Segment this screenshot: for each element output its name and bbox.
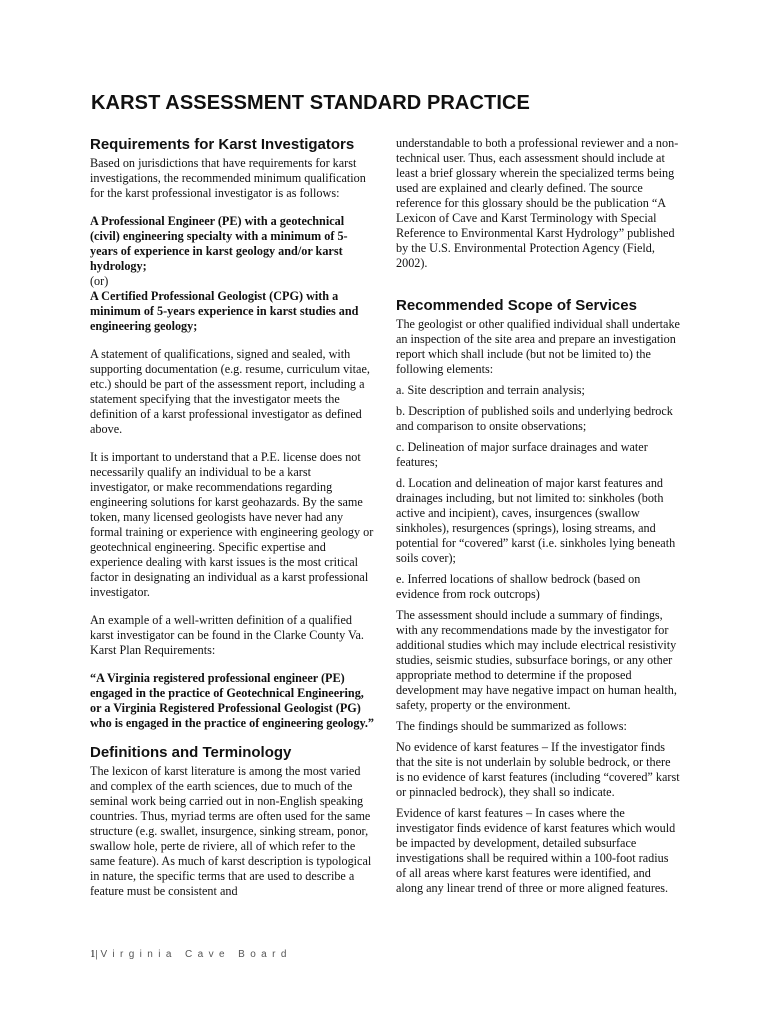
scope-heading: Recommended Scope of Services (396, 297, 637, 314)
scope-item-a: a. Site description and terrain analysis; (396, 383, 585, 397)
findings-intro: The findings should be summarized as follows: (396, 719, 627, 733)
document-title: KARST ASSESSMENT STANDARD PRACTICE (91, 92, 530, 114)
footer-organization: Virginia Cave Board (100, 949, 292, 960)
footer-separator: | (95, 948, 98, 960)
page-number: 1 (90, 948, 96, 960)
requirements-heading: Requirements for Karst Investigators (90, 136, 355, 153)
license-paragraph: It is important to understand that a P.E. license does not necessarily qualify an individual to be a karst investigator, or make recommendations regarding engineering solutions for karst geohazards. By the same token, many licensed geologists have never had any formal training or experience with engineering geology or geotechnical engineering. Specific expertise and experience dealing with karst issues is the most critical factor in designating an individual as a karst professional investigator. (90, 450, 374, 599)
definition-quote: “A Virginia registered professional engineer (PE) engaged in the practice of Geotechnical Engineering, or a Virginia Registered Professional Geologist (PG) who is engaged in the practice of engineering geology.” (90, 671, 375, 730)
right-column (396, 136, 680, 896)
or-separator: (or) (90, 274, 109, 288)
left-column (90, 136, 374, 899)
scope-item-d: d. Location and delineation of major karst features and drainages including, but not limited to: sinkholes (both active and incipient), caves, insurgences (swallow sinkholes), resurgences (springs), losing streams, and potential for “covered” karst (i.e. sinkholes lying beneath soils cover); (396, 476, 676, 565)
scope-item-e: e. Inferred locations of shallow bedrock (based on evidence from rock outcrops) (396, 572, 641, 601)
scope-intro: The geologist or other qualified individual shall undertake an inspection of the site area and prepare an investigation report which shall include (but not be limited to) the following elements: (396, 317, 680, 376)
definitions-paragraph: The lexicon of karst literature is among the most varied and complex of the earth sciences, due to much of the seminal work being carried out in non-English speaking countries. Thus, myriad terms are often used for the same structure (e.g. swallet, insurgence, sinking stream, ponor, swallow hole, perte de riviere, all of which refer to the same feature). As much of karst description is typological in nature, the specific terms that are used to describe a feature must be consistent and (90, 764, 372, 898)
cpg-requirement: A Certified Professional Geologist (CPG) with a minimum of 5-years experience in karst studies and engineering geology; (90, 289, 359, 333)
scope-item-b: b. Description of published soils and underlying bedrock and comparison to onsite observations; (396, 404, 673, 433)
definitions-heading: Definitions and Terminology (90, 744, 292, 761)
example-paragraph: An example of a well-written definition of a qualified karst investigator can be found in the Clarke County Va. Karst Plan Requirements: (90, 613, 364, 657)
definitions-continued: understandable to both a professional reviewer and a non-technical user. Thus, each assessment should include at least a brief glossary wherein the specialized terms being used are explained and clearly defined. The source reference for this glossary should be the publication “A Lexicon of Cave and Karst Terminology with Special Reference to Environmental Karst Hydrology” published by the U.S. Environmental Protection Agency (Field, 2002). (396, 136, 679, 270)
requirements-intro: Based on jurisdictions that have requirements for karst investigations, the recommended minimum qualification for the karst professional investigator is as follows: (90, 156, 366, 200)
evidence-paragraph: Evidence of karst features – In cases where the investigator finds evidence of karst features which would be impacted by development, detailed subsurface investigations shall be required within a 100-foot radius of all areas where karst features were identified, and along any linear trend of three or more aligned features. (396, 806, 676, 895)
pe-requirement: A Professional Engineer (PE) with a geotechnical (civil) engineering specialty with a minimum of 5-years of experience in karst geology and/or karst hydrology; (90, 214, 348, 273)
scope-item-c: c. Delineation of major surface drainages and water features; (396, 440, 648, 469)
page-footer (90, 948, 292, 960)
qualifications-statement: A statement of qualifications, signed and sealed, with supporting documentation (e.g. resume, curriculum vitae, etc.) should be part of the assessment report, including a statement specifying that the investigator meets the definition of a karst professional investigator as defined above. (90, 347, 370, 436)
no-evidence-paragraph: No evidence of karst features – If the investigator finds that the site is not underlain by soluble bedrock, or there is no evidence of karst features (including “covered” karst or pinnacled bedrock), they shall so indicate. (396, 740, 680, 799)
summary-paragraph: The assessment should include a summary of findings, with any recommendations made by the investigator for additional studies which may include electrical resistivity studies, seismic studies, subsurface borings, or any other appropriate method to determine if the proposed development may have negative impact on human health, safety, property or the environment. (396, 608, 677, 712)
